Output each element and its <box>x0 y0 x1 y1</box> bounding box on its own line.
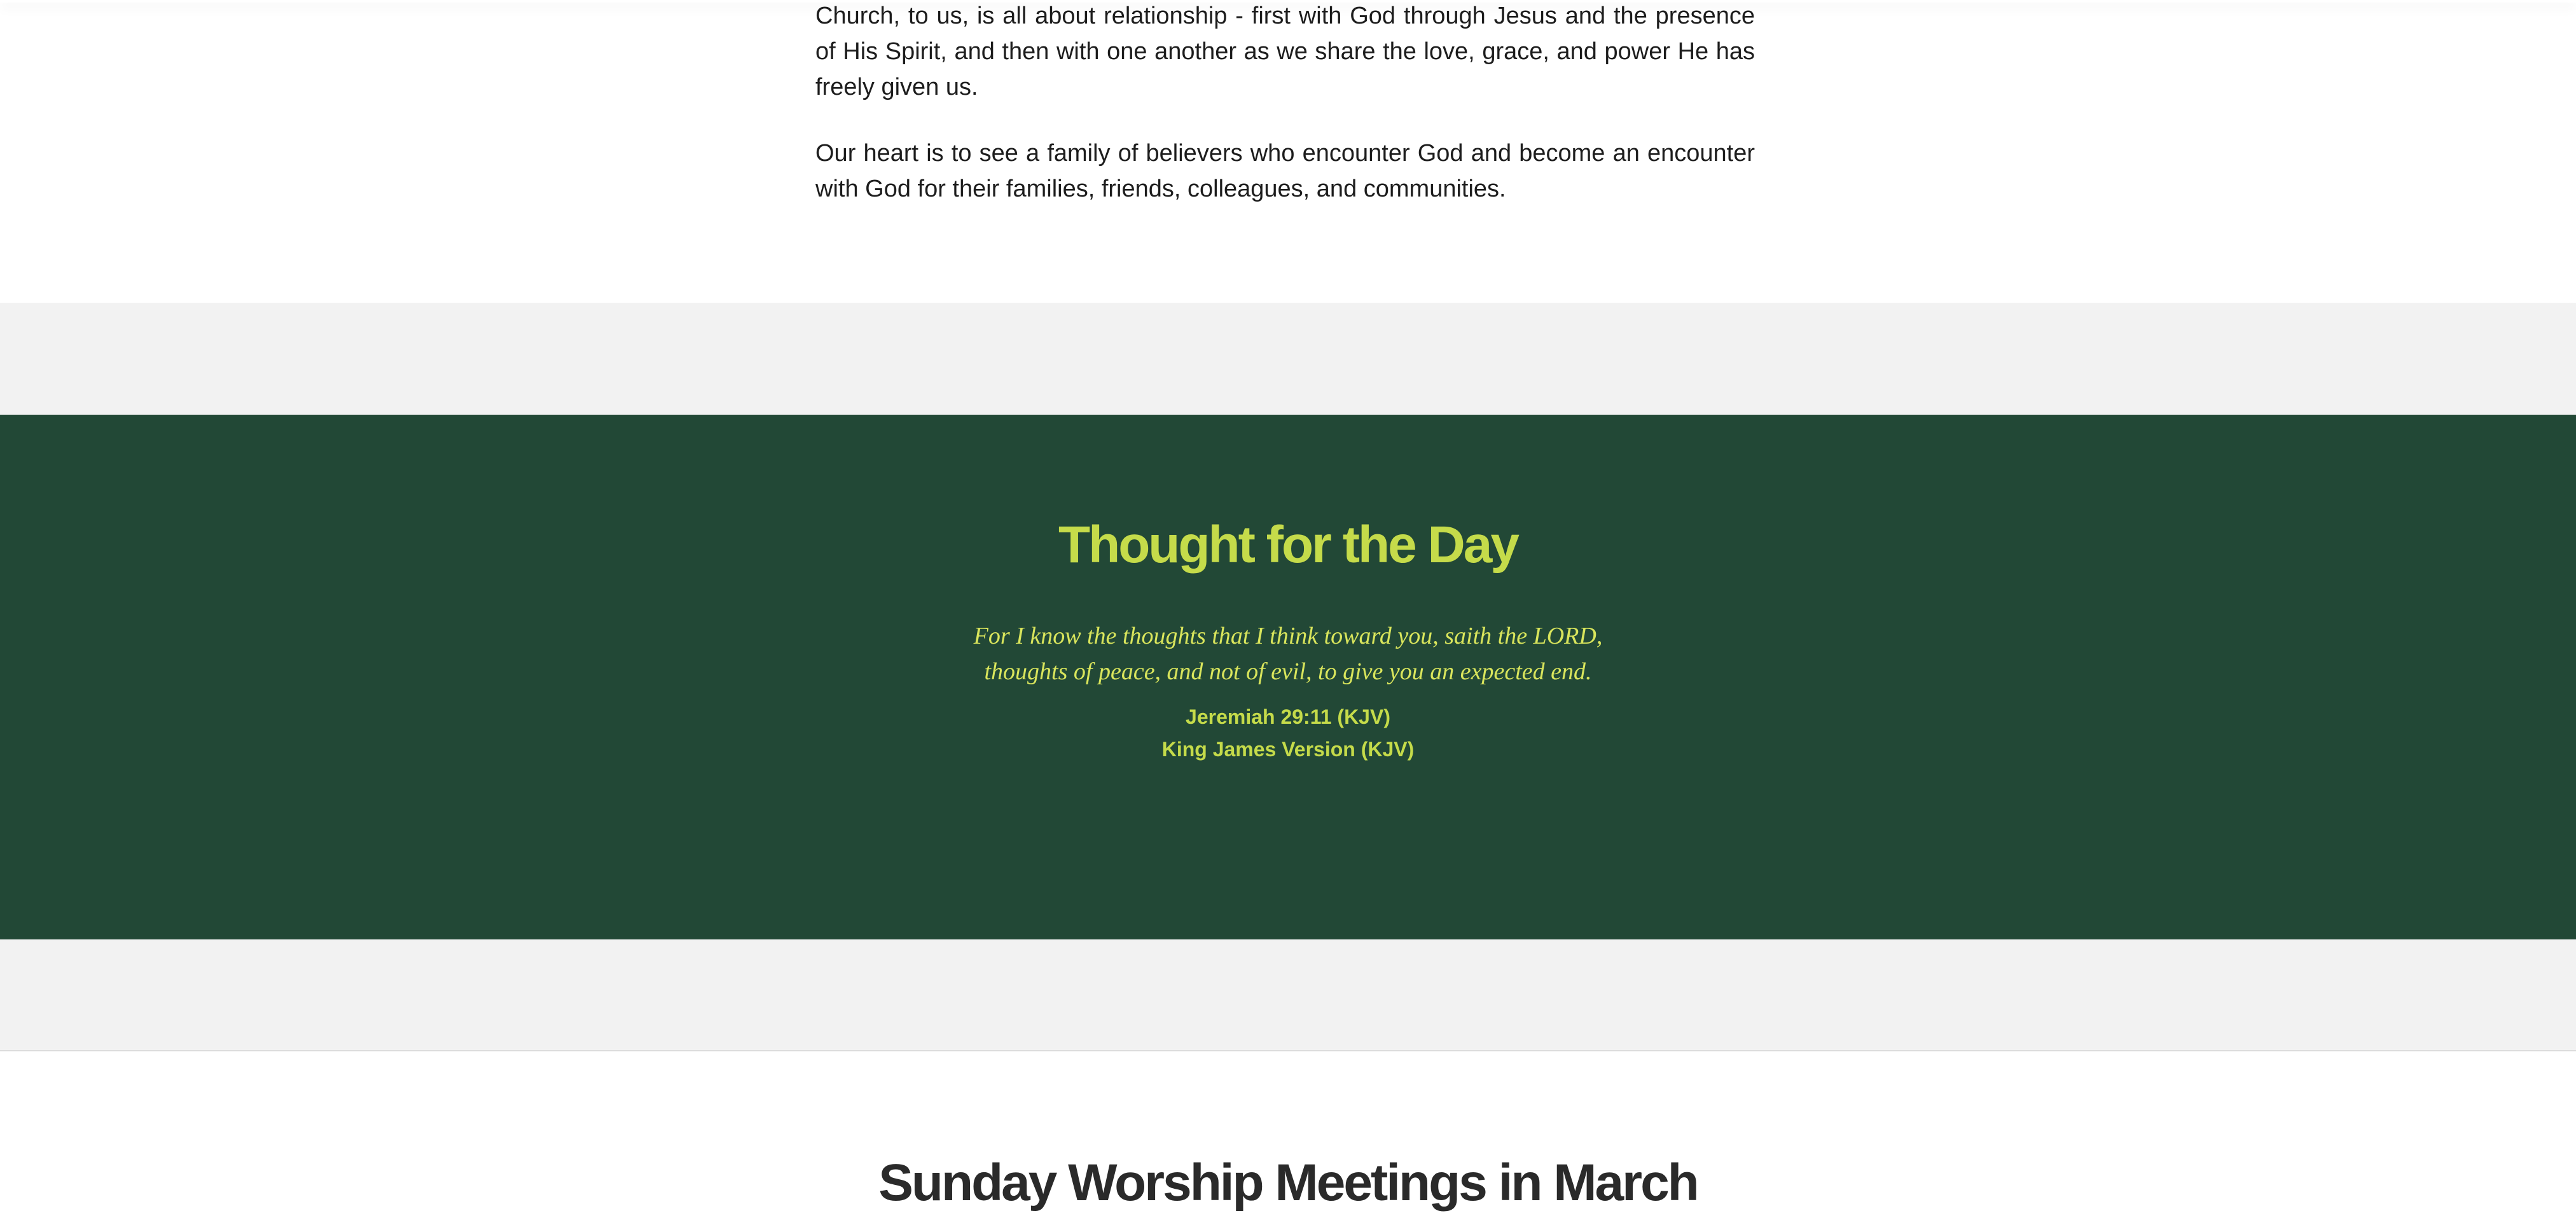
worship-meetings-section <box>0 1053 2576 1212</box>
bible-version: King James Version (KJV) <box>1161 738 1415 761</box>
intro-section <box>0 0 2576 303</box>
verse-reference: Jeremiah 29:11 (KJV) <box>1186 705 1390 728</box>
verse-line-2: thoughts of peace, and not of evil, to give you an expected end. <box>984 658 1592 685</box>
thought-for-the-day-section <box>0 415 2576 939</box>
thought-title: Thought for the Day <box>1058 516 1518 574</box>
intro-content <box>815 0 1755 207</box>
verse-text <box>0 618 2576 689</box>
verse-line-1: For I know the thoughts that I think toward you, saith the LORD, <box>973 623 1603 649</box>
section-spacer-top <box>0 303 2576 415</box>
header-shadow <box>0 0 2576 3</box>
worship-meetings-title: Sunday Worship Meetings in March <box>878 1154 1698 1212</box>
intro-paragraph-heart: Our heart is to see a family of believers who encounter God and become an encounter with God for their families, friends, colleagues, and communities. <box>815 140 1755 202</box>
intro-paragraph-relationship: Church, to us, is all about relationship - first with God through Jesus and the presence of His Spirit, and then with one another as we share the love, grace, and power He has freely given us. <box>815 3 1755 100</box>
section-spacer-bottom <box>0 939 2576 1051</box>
